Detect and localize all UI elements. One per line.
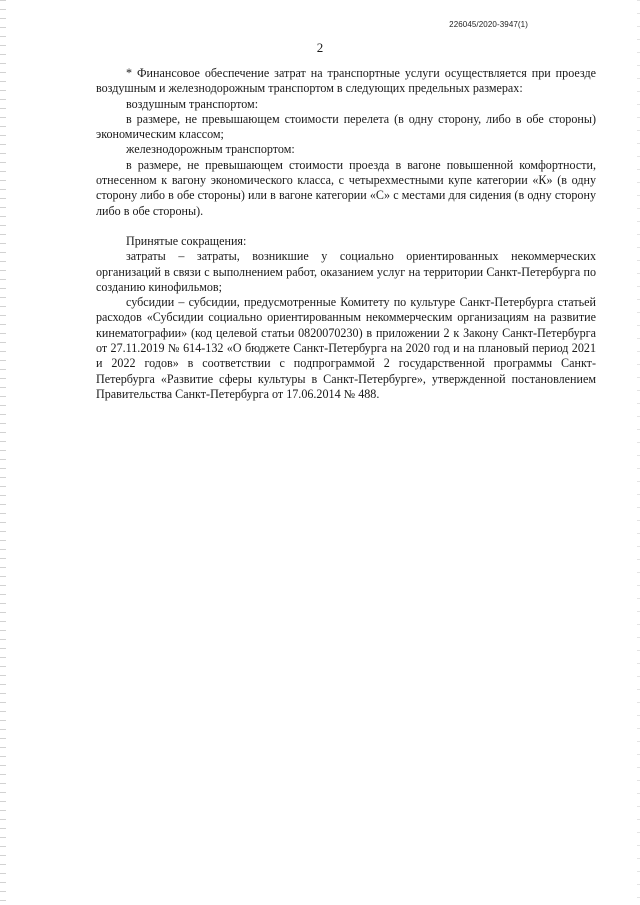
footnote-financing-paragraph: * Финансовое обеспечение затрат на транспортные услуги осуществляется при проезде воздушным и железнодорожным транспортом в следующих предельных размерах: xyxy=(96,66,596,96)
document-registration-number: 226045/2020-3947(1) xyxy=(449,20,528,29)
air-transport-heading: воздушным транспортом: xyxy=(126,96,259,111)
rail-transport-limit: в размере, не превышающем стоимости проезда в вагоне повышенной комфортности, отнесенном к вагону экономического класса, с четырехместными купе категории «К» (в одну сторону либо в обе стороны) или в вагоне категории «С» с местами для сидения (в одну сторону либо в обе стороны). xyxy=(96,157,596,218)
rail-transport-heading: железнодорожным транспортом: xyxy=(126,142,295,157)
abbreviation-costs: затраты – затраты, возникшие у социально ориентированных некоммерческих организаций в связи с выполнением работ, оказанием услуг на территории Санкт-Петербурга по созданию кинофильмов; xyxy=(96,249,596,294)
abbreviation-subsidies: субсидии – субсидии, предусмотренные Комитету по культуре Санкт-Петербурга статьей расходов «Субсидии социально ориентированным некоммерческим организациям на развитие кинематографии» (код целевой статьи 0820070230) в приложении 2 к Закону Санкт-Петербурга от 27.11.2019 № 614-132 «О бюджете Санкт-Петербурга на 2020 год и на плановый период 2021 и 2022 годов» в соответствии с подпрограммой 2 государственной программы Санкт-Петербурга «Развитие сферы культуры в Санкт-Петербурге», утвержденной постановлением Правительства Санкт-Петербурга от 17.06.2014 № 488. xyxy=(96,295,596,401)
document-body xyxy=(96,66,596,402)
abbreviations-heading: Принятые сокращения: xyxy=(126,233,247,248)
air-transport-limit: в размере, не превышающем стоимости перелета (в одну сторону, либо в обе стороны) экономическим классом; xyxy=(96,111,596,142)
page-number: 2 xyxy=(316,40,324,55)
scan-margin-left xyxy=(0,0,6,905)
